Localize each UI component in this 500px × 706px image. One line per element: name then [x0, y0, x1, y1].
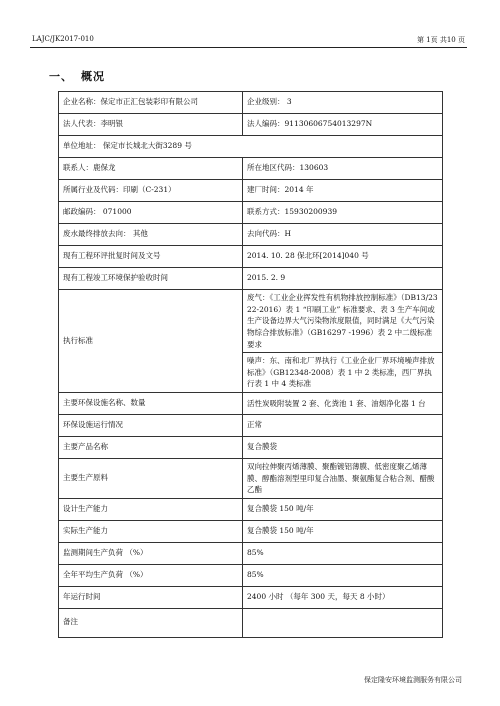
direction-code-cell	[243, 224, 443, 246]
monitor-load-value-cell: 85%	[243, 542, 443, 564]
industry-value: 印刷（C-231）	[123, 185, 176, 195]
materials-value-cell: 双向拉伸聚丙烯薄膜、聚酯镀铝薄膜、低密度聚乙烯薄膜、醇酯溶剂型里印复合油墨、聚氨酯复合粘合剂、醋酸乙酯	[243, 459, 443, 499]
phone-value: 15930200939	[284, 207, 337, 217]
table-row	[59, 290, 443, 393]
runtime-value-cell: 2400 小时 （每年 300 天，每天 8 小时）	[243, 586, 443, 608]
industry-cell	[59, 180, 243, 202]
actual-capacity-value-cell: 复合膜袋 150 吨/年	[243, 520, 443, 542]
eia-value-cell: 2014. 10. 28 保北环[2014]040 号	[243, 246, 443, 268]
phone-cell	[243, 202, 443, 224]
industry-label: 所属行业及代码：	[63, 185, 123, 195]
contact-cell	[59, 158, 243, 180]
page-header	[30, 34, 467, 48]
legal-rep-label: 法人代表：	[63, 119, 101, 129]
runtime-label-cell: 年运行时间	[59, 586, 243, 608]
table-row	[59, 202, 443, 224]
company-level-value: 3	[286, 97, 292, 107]
contact-value: 鹿保龙	[93, 163, 116, 173]
noise-standard-text: 噪声：东、南和北厂界执行《工业企业厂界环境噪声排放标准》（GB12348-2008）表 1 中 2 类标准，西厂界执行表 1 中 4 类标准	[247, 356, 435, 389]
postcode-cell	[59, 202, 243, 224]
company-name-label: 企业名称：	[63, 97, 101, 107]
footer-organization: 保定隆安环境监测服务有限公司	[364, 676, 462, 684]
facilities-label-cell: 主要环保设施名称、数量	[59, 393, 243, 415]
built-time-value: 2014 年	[284, 185, 314, 195]
facilities-value-cell: 活性炭吸附装置 2 套、化粪池 1 套、油烟净化器 1 台	[243, 393, 443, 415]
gas-standard-text: 废气：《工业企业挥发性有机物排放控制标准》（DB13/2322-2016）表 1 “印刷工业” 标准要求、表 3 生产车间或生产设备边界大气污染物浓度限值，同时满足《大气污染物综合排放标准》（GB16297 -1996）表 2 中二级标准要求	[243, 290, 442, 353]
section-title: 概况	[81, 70, 105, 83]
table-row	[59, 586, 443, 608]
wastewater-value: 其他	[132, 229, 148, 239]
address-value: 保定市长城北大街3289 号	[102, 141, 192, 151]
built-time-label: 建厂时间：	[247, 185, 285, 195]
table-row	[59, 393, 443, 415]
address-label: 单位地址：	[63, 141, 101, 151]
annual-load-value-cell: 85%	[243, 564, 443, 586]
remarks-label-cell: 备注	[59, 608, 243, 637]
document-code: LAJC/JK2017-010	[32, 35, 94, 43]
legal-code-value: 91130606754013297N	[284, 119, 373, 129]
section-heading	[49, 68, 105, 84]
legal-code-label: 法人编码：	[247, 119, 285, 129]
table-row	[59, 498, 443, 520]
region-code-label: 所在地区代码：	[247, 163, 300, 173]
table-row	[59, 136, 443, 158]
section-number: 一、	[49, 70, 73, 83]
eia-label-cell: 现有工程环评批复时间及文号	[59, 246, 243, 268]
table-row	[59, 415, 443, 437]
acceptance-label-cell: 现有工程竣工环境保护验收时间	[59, 268, 243, 290]
operation-value-cell: 正常	[243, 415, 443, 437]
table-row	[59, 520, 443, 542]
legal-code-cell	[243, 114, 443, 136]
wastewater-cell	[59, 224, 243, 246]
table-row	[59, 246, 443, 268]
region-code-value: 130603	[299, 163, 329, 173]
acceptance-value-cell: 2015. 2. 9	[243, 268, 443, 290]
contact-label: 联系人：	[63, 163, 93, 173]
phone-label: 联系方式：	[247, 207, 285, 217]
table-row	[59, 92, 443, 114]
table-row	[59, 437, 443, 459]
table-row	[59, 180, 443, 202]
postcode-label: 邮政编码：	[63, 207, 101, 217]
table-row	[59, 268, 443, 290]
standards-label-cell: 执行标准	[59, 290, 243, 393]
postcode-value: 071000	[102, 207, 132, 217]
legal-rep-value: 李明银	[100, 119, 123, 129]
operation-label-cell: 环保设施运行情况	[59, 415, 243, 437]
address-cell	[59, 136, 443, 158]
design-capacity-value-cell: 复合膜袋 150 吨/年	[243, 498, 443, 520]
direction-code-value: H	[284, 229, 292, 239]
table-row	[59, 158, 443, 180]
company-name-value: 保定市正汇包装彩印有限公司	[100, 97, 198, 107]
direction-code-label: 去向代码：	[247, 229, 285, 239]
table-row	[59, 114, 443, 136]
standards-value-cell	[243, 290, 443, 393]
design-capacity-label-cell: 设计生产能力	[59, 498, 243, 520]
table-row	[59, 564, 443, 586]
table-row	[59, 224, 443, 246]
actual-capacity-label-cell: 实际生产能力	[59, 520, 243, 542]
company-level-cell	[243, 92, 443, 114]
product-label-cell: 主要产品名称	[59, 437, 243, 459]
company-level-label: 企业级别：	[247, 97, 285, 107]
table-row	[59, 542, 443, 564]
built-time-cell	[243, 180, 443, 202]
product-value-cell: 复合膜袋	[243, 437, 443, 459]
table-row	[59, 608, 443, 637]
remarks-value-cell	[243, 608, 443, 637]
company-name-cell	[59, 92, 243, 114]
region-code-cell	[243, 158, 443, 180]
materials-label-cell: 主要生产原料	[59, 459, 243, 499]
annual-load-label-cell: 全年平均生产负荷 （%）	[59, 564, 243, 586]
legal-rep-cell	[59, 114, 243, 136]
table-row	[59, 459, 443, 499]
monitor-load-label-cell: 监测期间生产负荷 （%）	[59, 542, 243, 564]
overview-table	[58, 91, 443, 638]
wastewater-label: 废水最终排放去向：	[63, 229, 131, 239]
page-number: 第 1页 共10 页	[416, 36, 465, 44]
